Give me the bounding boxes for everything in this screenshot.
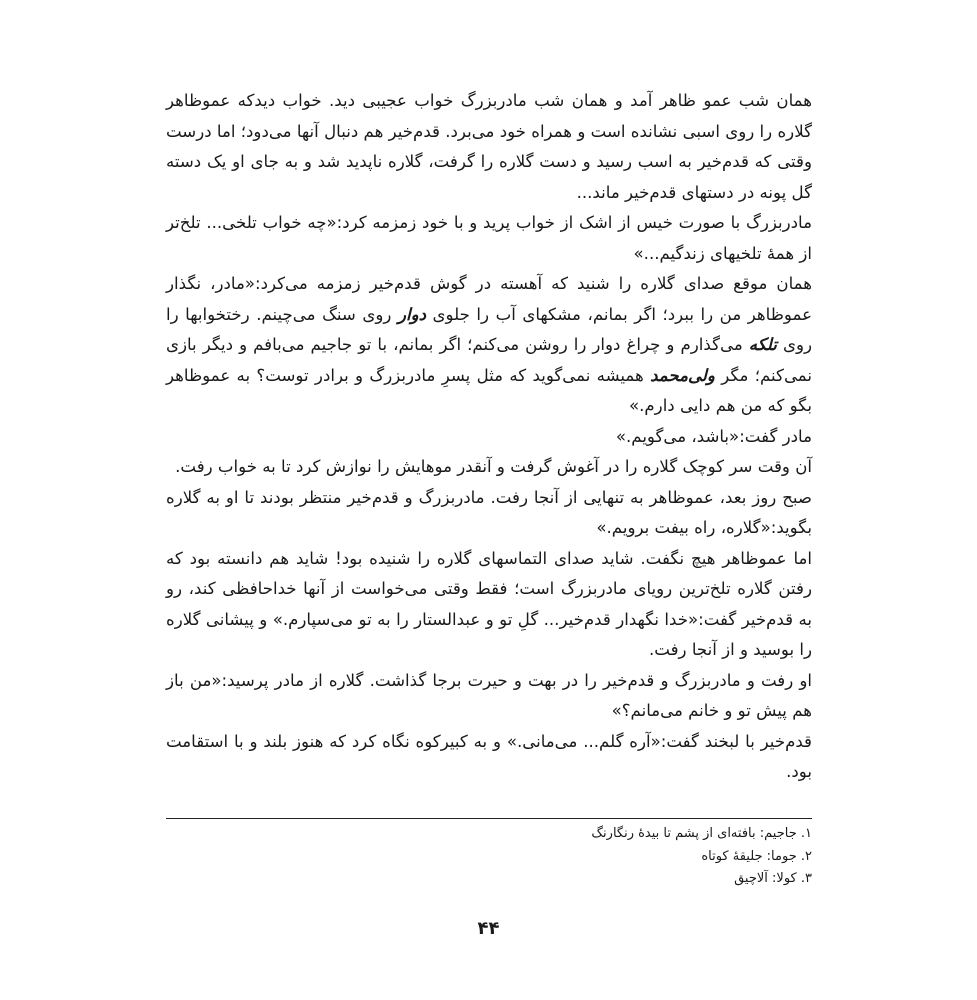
footnote-3: ۳. کولا: آلاچیق (734, 871, 812, 886)
paragraph-7 (166, 544, 812, 666)
paragraph-text: روی سنگ می‌چینم. رختخوابها را روی (166, 304, 812, 354)
paragraph-text: همان شب عمو ظاهر آمد و همان شب مادربزرگ خواب عجیبی دید. خواب دیدکه عموظاهر گلاره را روی اسبی نشانده است و همراه خود می‌برد. قدم‌خیر هم دنبال آنها می‌دود؛ اما درست وقتی که قدم‌خیر به اسب رسید و دست گلاره را گرفت، گلاره ناپدید شد و به جای او یک دسته گل پونه در دستهای قدم‌خیر ماند... (166, 91, 812, 202)
paragraph-text: اما عموظاهر هیچ نگفت. شاید صدای التماسهای گلاره را شنیده بود! شاید هم دانسته بود که رفتن گلاره تلخ‌ترین رویای مادربزرگ است؛ فقط وقتی می‌خواست از آنها خداحافظی کند، رو به قدم‌خیر گفت:«خدا نگهدار قدم‌خیر... گلِ تو و عبدالستار را به تو می‌سپارم.» و پیشانی گلاره را بوسید و از آنجا رفت. (166, 548, 812, 659)
paragraph-text: آن وقت سر کوچک گلاره را در آغوش گرفت و آنقدر موهایش را نوازش کرد تا به خواب رفت. (175, 457, 812, 476)
paragraph-text: مادربزرگ با صورت خیس از اشک از خواب پرید و با خود زمزمه کرد:«چه خواب تلخی... تلخ‌تر از همهٔ تلخیهای زندگیم...» (166, 213, 812, 263)
paragraph-text: همان موقع صدای گلاره را شنید که آهسته در گوش قدم‌خیر زمزمه می‌کرد:«مادر، نگذار عموظاهر من را ببرد؛ اگر بمانم، مشکهای آب را جلوی (166, 274, 812, 324)
paragraph-3 (166, 269, 812, 422)
paragraph-text: صبح روز بعد، عموظاهر به تنهایی از آنجا رفت. مادربزرگ و قدم‌خیر منتظر بودند تا او به گلاره بگوید:«گلاره، راه بیفت برویم.» (166, 487, 812, 537)
paragraph-9 (166, 727, 812, 788)
paragraph-5 (166, 452, 812, 483)
footnote-1: ۱. جاجیم: بافته‌ای از پشم تا بیدهٔ رنگارنگ (591, 826, 812, 841)
body-text (166, 86, 812, 788)
footnotes (166, 823, 812, 891)
bold-term: تلکه (748, 335, 777, 354)
paragraph-text: همیشه نمی‌گوید که مثل پسرِ مادربزرگ و برادر توست؟ به عموظاهر بگو که من هم دایی دارم.» (166, 365, 812, 415)
bold-term: ولی‌محمد (650, 365, 715, 385)
page-number: ۴۴ (477, 918, 500, 939)
paragraph-text: مادر گفت:«باشد، می‌گویم.» (615, 426, 812, 446)
paragraph-8 (166, 666, 812, 727)
footnote-2: ۲. جوما: جلیقهٔ کوتاه (701, 848, 812, 864)
paragraph-text: قدم‌خیر با لبخند گفت:«آره گلم... می‌مانی.» و به کبیرکوه نگاه کرد که هنوز بلند و با استقامت بود. (166, 731, 812, 781)
footnote-divider (166, 818, 812, 819)
paragraph-2 (166, 208, 812, 269)
paragraph-6 (166, 483, 812, 544)
bold-term: دوار (397, 304, 426, 324)
paragraph-4 (166, 422, 812, 453)
paragraph-text: می‌گذارم و چراغ دوار را روشن می‌کنم؛ اگر بمانم، با تو جاجیم می‌بافم و دیگر بازی نمی‌کنم؛ مگر (166, 335, 813, 385)
paragraph-text: او رفت و مادربزرگ و قدم‌خیر را در بهت و حیرت برجا گذاشت. گلاره از مادر پرسید:«من باز هم پیش تو و خانم می‌مانم؟» (166, 670, 812, 720)
paragraph-1 (166, 86, 812, 208)
